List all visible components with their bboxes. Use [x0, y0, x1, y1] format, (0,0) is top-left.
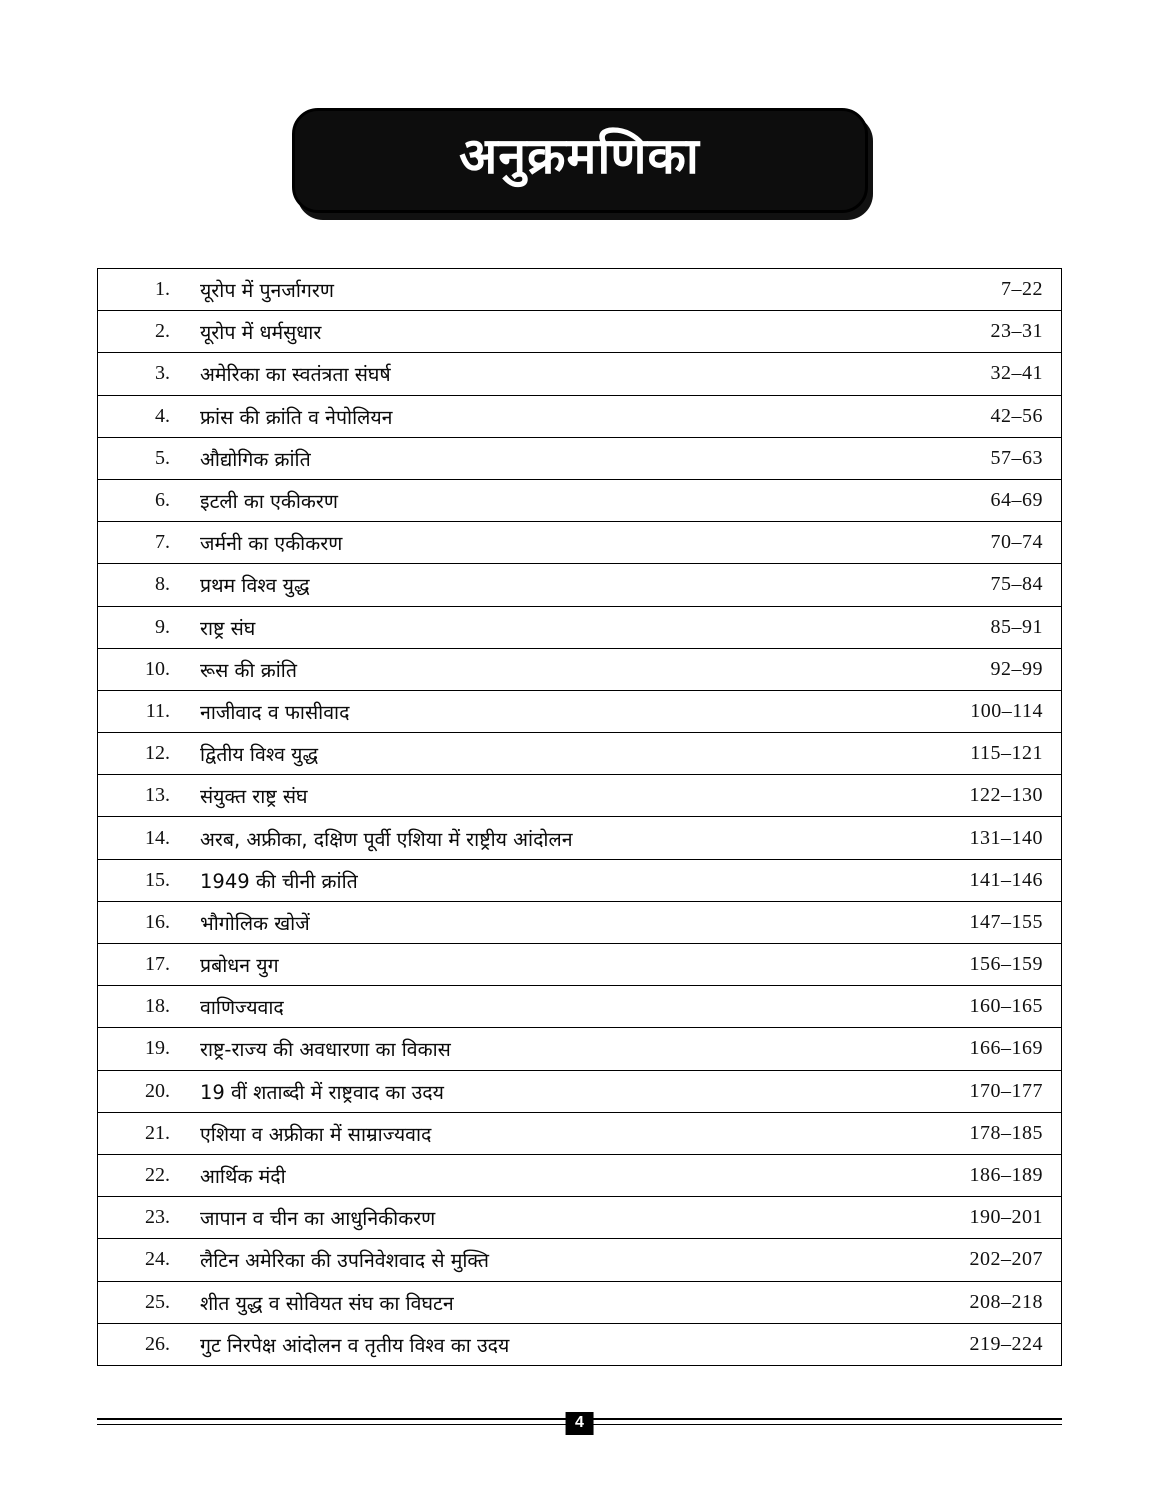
toc-entry-number: 5.: [98, 437, 185, 479]
toc-entry-number: 16.: [98, 901, 185, 943]
toc-entry-pages: 131–140: [893, 817, 1062, 859]
toc-entry-title[interactable]: भौगोलिक खोजें: [184, 901, 893, 943]
toc-row[interactable]: [98, 311, 1062, 353]
toc-entry-number: 11.: [98, 690, 185, 732]
toc-entry-number: 19.: [98, 1028, 185, 1070]
toc-entry-title[interactable]: जर्मनी का एकीकरण: [184, 522, 893, 564]
toc-entry-pages: 57–63: [893, 437, 1062, 479]
toc-entry-number: 20.: [98, 1070, 185, 1112]
toc-entry-pages: 75–84: [893, 564, 1062, 606]
toc-entry-pages: 23–31: [893, 311, 1062, 353]
toc-entry-pages: 186–189: [893, 1154, 1062, 1196]
toc-row[interactable]: [98, 1281, 1062, 1323]
toc-entry-title[interactable]: आर्थिक मंदी: [184, 1154, 893, 1196]
toc-entry-number: 12.: [98, 733, 185, 775]
toc-row[interactable]: [98, 648, 1062, 690]
toc-row[interactable]: [98, 775, 1062, 817]
toc-entry-title[interactable]: राष्ट्र-राज्य की अवधारणा का विकास: [184, 1028, 893, 1070]
toc-row[interactable]: [98, 1028, 1062, 1070]
page-number-badge: 4: [565, 1412, 594, 1435]
toc-entry-title[interactable]: द्वितीय विश्व युद्ध: [184, 733, 893, 775]
toc-row[interactable]: [98, 1197, 1062, 1239]
toc-entry-number: 22.: [98, 1154, 185, 1196]
toc-row[interactable]: [98, 1112, 1062, 1154]
toc-entry-pages: 141–146: [893, 859, 1062, 901]
toc-entry-pages: 190–201: [893, 1197, 1062, 1239]
toc-row[interactable]: [98, 817, 1062, 859]
toc-entry-title[interactable]: संयुक्त राष्ट्र संघ: [184, 775, 893, 817]
toc-row[interactable]: [98, 944, 1062, 986]
toc-entry-number: 14.: [98, 817, 185, 859]
toc-entry-pages: 170–177: [893, 1070, 1062, 1112]
toc-entry-title[interactable]: फ्रांस की क्रांति व नेपोलियन: [184, 395, 893, 437]
toc-entry-pages: 92–99: [893, 648, 1062, 690]
toc-entry-number: 15.: [98, 859, 185, 901]
page-footer: [97, 1412, 1062, 1452]
toc-row[interactable]: [98, 986, 1062, 1028]
toc-entry-title[interactable]: गुट निरपेक्ष आंदोलन व तृतीय विश्व का उदय: [184, 1323, 893, 1365]
page-title: अनुक्रमणिका: [459, 127, 700, 185]
toc-entry-number: 26.: [98, 1323, 185, 1365]
toc-entry-pages: 115–121: [893, 733, 1062, 775]
toc-entry-title[interactable]: शीत युद्ध व सोवियत संघ का विघटन: [184, 1281, 893, 1323]
toc-entry-pages: 42–56: [893, 395, 1062, 437]
toc-entry-title[interactable]: जापान व चीन का आधुनिकीकरण: [184, 1197, 893, 1239]
toc-entry-pages: 32–41: [893, 353, 1062, 395]
toc-entry-title[interactable]: नाजीवाद व फासीवाद: [184, 690, 893, 732]
toc-row[interactable]: [98, 395, 1062, 437]
toc-entry-pages: 147–155: [893, 901, 1062, 943]
toc-entry-pages: 219–224: [893, 1323, 1062, 1365]
title-banner-box: [292, 108, 868, 213]
toc-entry-number: 24.: [98, 1239, 185, 1281]
toc-row[interactable]: [98, 522, 1062, 564]
toc-entry-number: 25.: [98, 1281, 185, 1323]
toc-entry-title[interactable]: अमेरिका का स्वतंत्रता संघर्ष: [184, 353, 893, 395]
toc-entry-number: 21.: [98, 1112, 185, 1154]
toc-entry-pages: 100–114: [893, 690, 1062, 732]
toc-entry-number: 7.: [98, 522, 185, 564]
toc-row[interactable]: [98, 1323, 1062, 1365]
toc-entry-pages: 178–185: [893, 1112, 1062, 1154]
toc-entry-number: 13.: [98, 775, 185, 817]
toc-entry-number: 10.: [98, 648, 185, 690]
toc-row[interactable]: [98, 1239, 1062, 1281]
toc-entry-number: 18.: [98, 986, 185, 1028]
toc-row[interactable]: [98, 269, 1062, 311]
toc-row[interactable]: [98, 901, 1062, 943]
toc-entry-title[interactable]: 19 वीं शताब्दी में राष्ट्रवाद का उदय: [184, 1070, 893, 1112]
toc-row[interactable]: [98, 479, 1062, 521]
toc-row[interactable]: [98, 859, 1062, 901]
toc-entry-pages: 7–22: [893, 269, 1062, 311]
toc-row[interactable]: [98, 353, 1062, 395]
toc-entry-number: 4.: [98, 395, 185, 437]
toc-entry-title[interactable]: रूस की क्रांति: [184, 648, 893, 690]
toc-entry-pages: 202–207: [893, 1239, 1062, 1281]
toc-entry-pages: 156–159: [893, 944, 1062, 986]
toc-entry-number: 6.: [98, 479, 185, 521]
toc-entry-pages: 122–130: [893, 775, 1062, 817]
page-title-banner: [0, 108, 1159, 213]
toc-entry-title[interactable]: एशिया व अफ्रीका में साम्राज्यवाद: [184, 1112, 893, 1154]
toc-entry-number: 1.: [98, 269, 185, 311]
toc-row[interactable]: [98, 1154, 1062, 1196]
toc-body: [98, 269, 1062, 1366]
toc-entry-pages: 85–91: [893, 606, 1062, 648]
toc-entry-title[interactable]: प्रबोधन युग: [184, 944, 893, 986]
toc-entry-title[interactable]: यूरोप में धर्मसुधार: [184, 311, 893, 353]
toc-entry-number: 9.: [98, 606, 185, 648]
toc-entry-title[interactable]: प्रथम विश्व युद्ध: [184, 564, 893, 606]
toc-entry-title[interactable]: 1949 की चीनी क्रांति: [184, 859, 893, 901]
toc-entry-number: 8.: [98, 564, 185, 606]
toc-row[interactable]: [98, 437, 1062, 479]
table-of-contents: [97, 268, 1062, 1366]
toc-row[interactable]: [98, 606, 1062, 648]
toc-entry-title[interactable]: औद्योगिक क्रांति: [184, 437, 893, 479]
toc-entry-title[interactable]: राष्ट्र संघ: [184, 606, 893, 648]
toc-row[interactable]: [98, 733, 1062, 775]
toc-entry-pages: 208–218: [893, 1281, 1062, 1323]
toc-row[interactable]: [98, 1070, 1062, 1112]
toc-entry-pages: 70–74: [893, 522, 1062, 564]
toc-row[interactable]: [98, 690, 1062, 732]
toc-entry-title[interactable]: वाणिज्यवाद: [184, 986, 893, 1028]
toc-entry-pages: 160–165: [893, 986, 1062, 1028]
toc-entry-number: 17.: [98, 944, 185, 986]
toc-entry-number: 23.: [98, 1197, 185, 1239]
toc-entry-title[interactable]: इटली का एकीकरण: [184, 479, 893, 521]
toc-entry-title[interactable]: अरब, अफ्रीका, दक्षिण पूर्वी एशिया में राष्ट्रीय आंदोलन: [184, 817, 893, 859]
toc-entry-title[interactable]: यूरोप में पुनर्जागरण: [184, 269, 893, 311]
toc-entry-number: 2.: [98, 311, 185, 353]
toc-entry-pages: 64–69: [893, 479, 1062, 521]
toc-row[interactable]: [98, 564, 1062, 606]
toc-entry-number: 3.: [98, 353, 185, 395]
toc-entry-title[interactable]: लैटिन अमेरिका की उपनिवेशवाद से मुक्ति: [184, 1239, 893, 1281]
toc-entry-pages: 166–169: [893, 1028, 1062, 1070]
